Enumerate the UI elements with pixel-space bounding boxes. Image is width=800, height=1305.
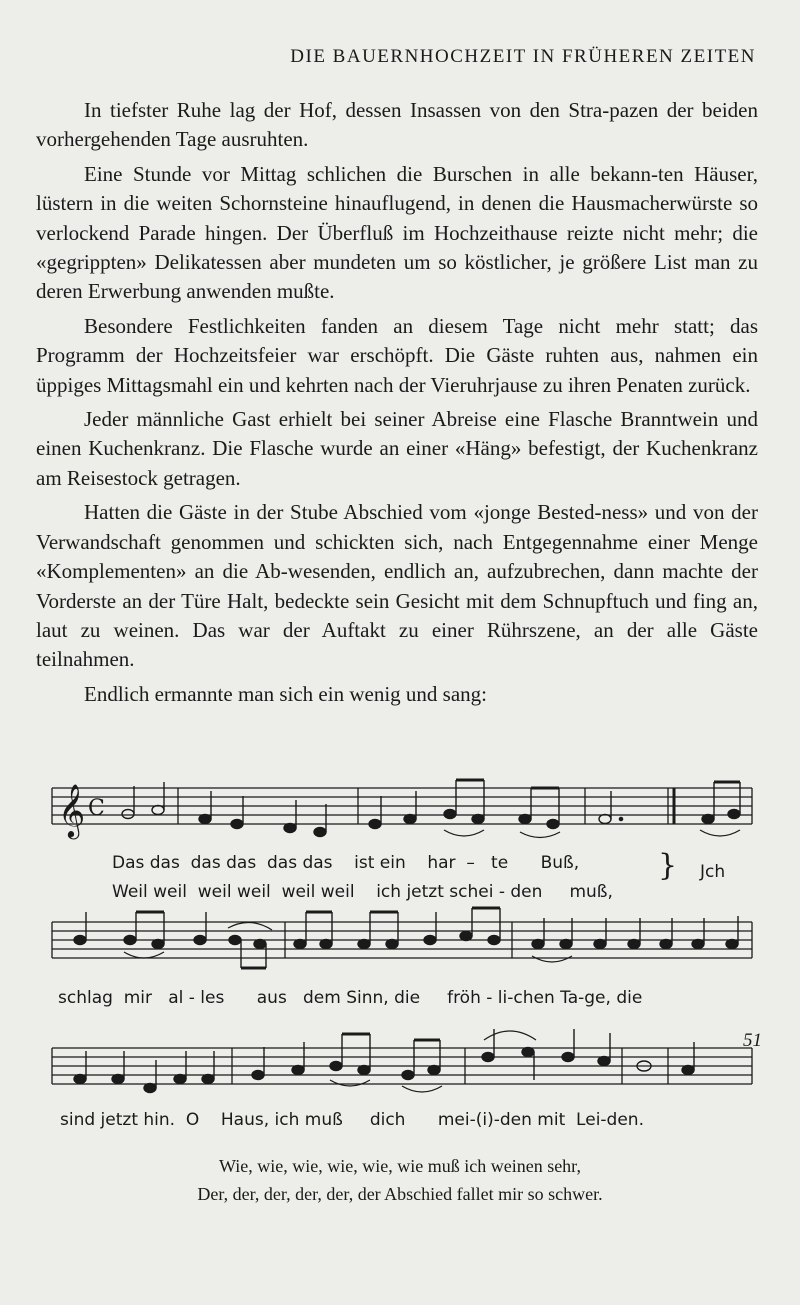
running-title: DIE BAUERNHOCHZEIT IN FRÜHEREN ZEITEN [290,46,756,67]
paragraph: Hatten die Gäste in der Stube Abschied vom «jonge Bested-ness» und von der Verwandschaft genommen und schickten sich, nach Entgegennahme einer Menge «Komplementen» an die Ab-wesenden, endlich an, aufzubrechen, dann machte der Vorderste an der Türe Halt, bedeckte sein Gesicht mit dem Schnupftuch und fing an, laut zu weinen. Das war der Auftakt zu einer Rührszene, an der alle Gäste teilnahmen. [36,500,758,672]
lyric-line-1-verse-2: Weil weil weil weil weil weil ich jetzt schei - den muß, [112,882,613,902]
lyric-line-2: schlag mir al - les aus dem Sinn, die fröh - li-chen Ta-ge, die [58,988,643,1008]
lyric-brace-word: Jch [700,862,726,882]
notes-line-2 [74,908,738,968]
page-number: 51 [743,1030,762,1051]
treble-clef-icon: 𝄞 [58,783,86,837]
closing-line: Der, der, der, der, der, der Abschied fallet mir so schwer. [197,1184,603,1204]
paragraph: Eine Stunde vor Mittag schlichen die Burschen in alle bekann-ten Häuser, lüstern in die weiten Schornsteine hinauflugend, in denen die Hausmacherwürste so verlockend Parade hingen. Der Überfluß im Hochzeithause reizte nicht mehr; die «gegrippten» Delikatessen aber mundeten um so köstlicher, je größere List man zu deren Erwerbung anwenden mußte. [36,161,758,304]
common-time-icon: C [88,796,105,821]
brace-icon: } [658,848,678,883]
lyric-line-3: sind jetzt hin. O Haus, ich muß dich mei-(i)-den mit Lei-den. [60,1110,644,1130]
lyric-line-1-verse-1: Das das das das das das ist ein har – te Buß, [112,853,580,873]
closing-line: Wie, wie, wie, wie, wie, wie muß ich weinen sehr, [219,1156,581,1176]
paragraph: Besondere Festlichkeiten fanden an diesem Tage nicht mehr statt; das Programm der Hochzeitsfeier war erschöpft. Die Gäste ruhten aus, nahmen ein üppiges Mittagsmahl ein und kehrten nach der Vieruhrjause zu ihren Penaten zurück. [36,313,758,397]
paragraph: Jeder männliche Gast erhielt bei seiner Abreise eine Flasche Branntwein und einen Kuchenkranz. Die Flasche wurde an einer «Häng» befestigt, der Kuchenkranz am Reisestock getragen. [36,407,758,490]
staff-3 [52,1048,752,1084]
slurs-line-1 [444,830,740,838]
slurs-line-2 [124,922,572,962]
paragraph: In tiefster Ruhe lag der Hof, dessen Insassen von den Stra-pazen der beiden vorhergehenden Tage ausruhten. [36,98,758,152]
notes-line-3 [74,1029,694,1093]
paragraph: Endlich ermannte man sich ein wenig und sang: [84,681,487,706]
